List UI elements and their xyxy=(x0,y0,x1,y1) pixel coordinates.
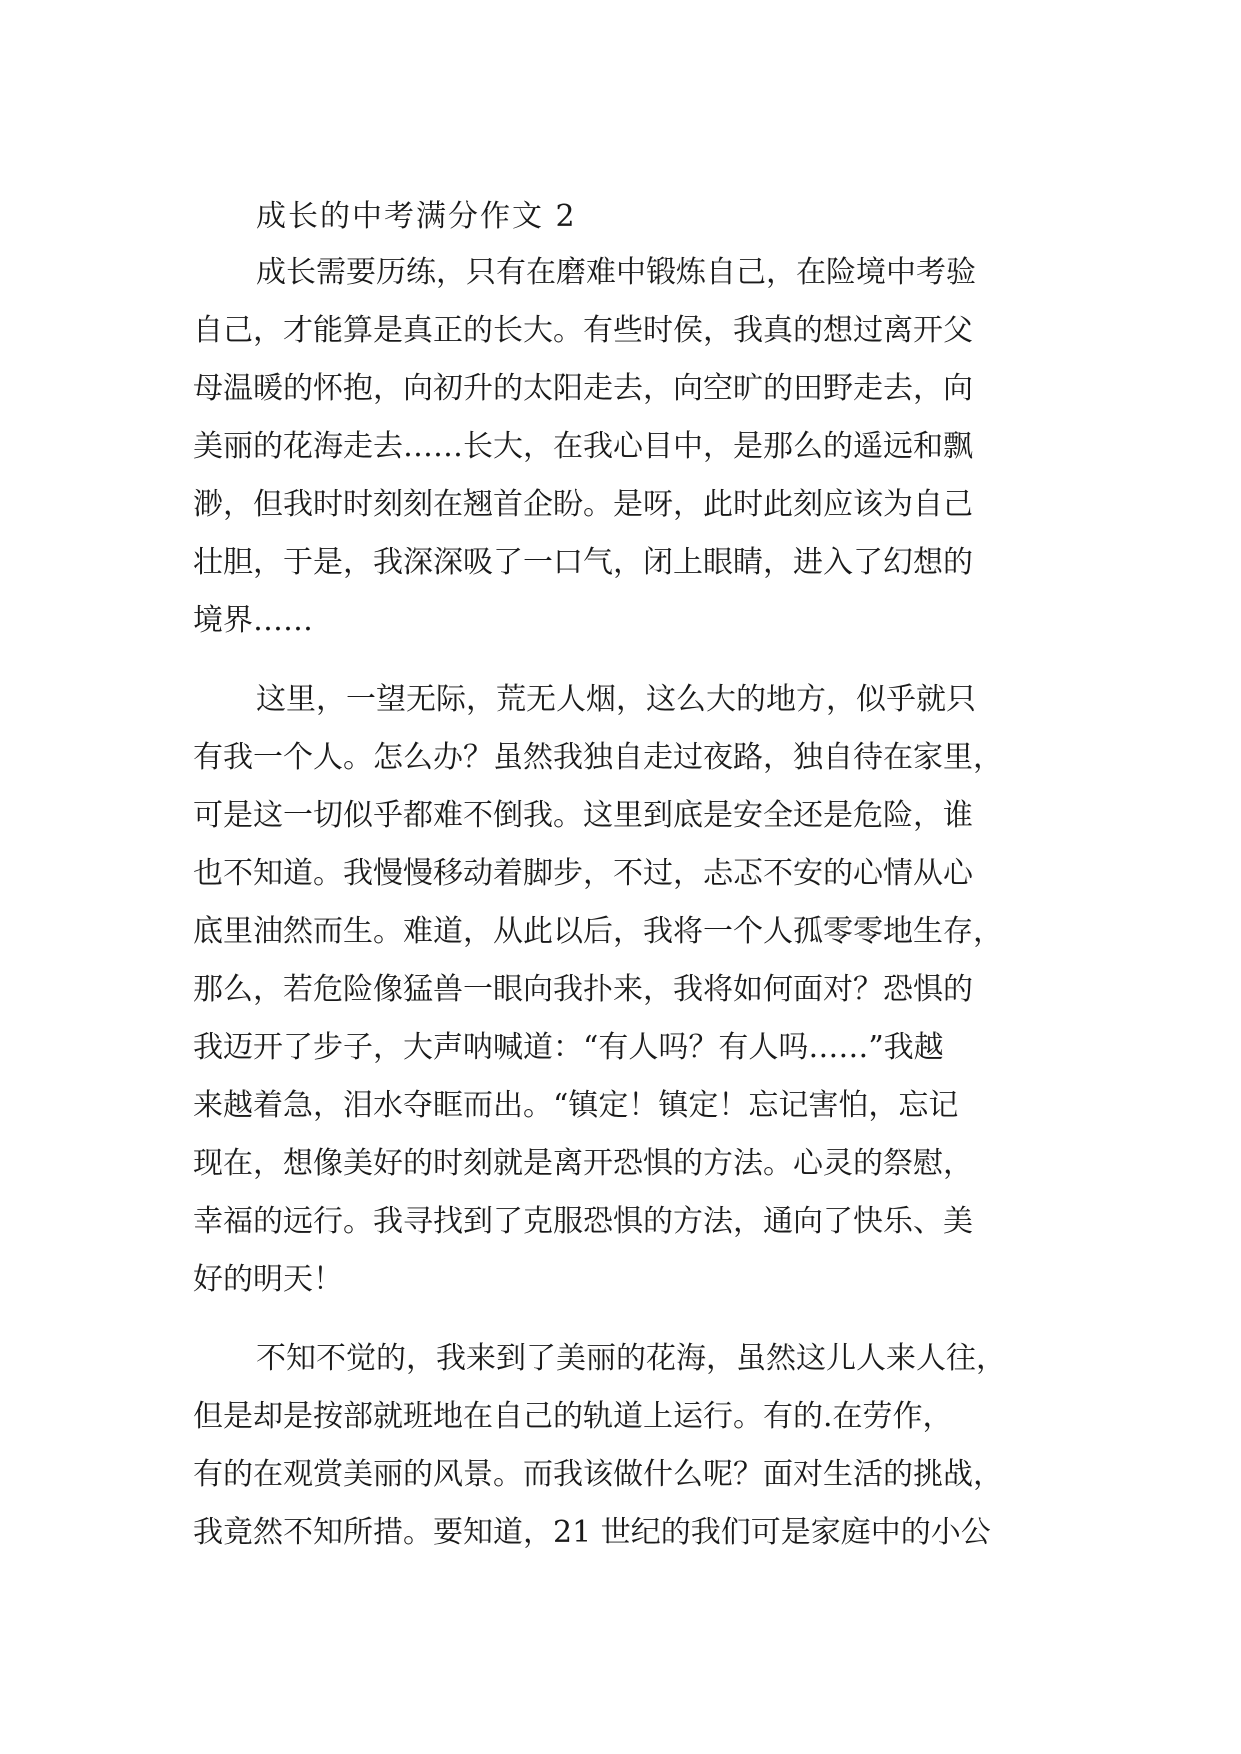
paragraph-2-line-1: 这里，一望无际，荒无人烟，这么大的地方，似乎就只 xyxy=(256,682,976,717)
paragraph-2-line-10: 幸福的远行。我寻找到了克服恐惧的方法，通向了快乐、美 xyxy=(193,1204,973,1239)
paragraph-2-line-9: 现在，想像美好的时刻就是离开恐惧的方法。心灵的祭慰， xyxy=(193,1146,973,1181)
page-title: 成长的中考满分作文 2 xyxy=(256,199,577,234)
paragraph-2-line-11: 好的明天！ xyxy=(193,1262,343,1297)
paragraph-1-line-3: 母温暖的怀抱，向初升的太阳走去，向空旷的田野走去，向 xyxy=(193,371,973,406)
paragraph-3-line-1: 不知不觉的，我来到了美丽的花海，虽然这儿人来人往， xyxy=(256,1341,1006,1376)
paragraph-1-line-6: 壮胆，于是，我深深吸了一口气，闭上眼睛，进入了幻想的 xyxy=(193,545,973,580)
paragraph-1-line-4: 美丽的花海走去……长大，在我心目中，是那么的遥远和飘 xyxy=(193,429,973,464)
paragraph-1-line-2: 自己，才能算是真正的长大。有些时侯，我真的想过离开父 xyxy=(193,313,973,348)
paragraph-3-line-2: 但是却是按部就班地在自己的轨道上运行。有的.在劳作， xyxy=(193,1399,953,1434)
paragraph-3-line-3: 有的在观赏美丽的风景。而我该做什么呢？面对生活的挑战， xyxy=(193,1457,1003,1492)
paragraph-3-line-4: 我竟然不知所措。要知道，21 世纪的我们可是家庭中的小公 xyxy=(193,1515,991,1550)
paragraph-2-line-4: 也不知道。我慢慢移动着脚步，不过，忐忑不安的心情从心 xyxy=(193,856,973,891)
paragraph-2-line-5: 底里油然而生。难道，从此以后，我将一个人孤零零地生存， xyxy=(193,914,1003,949)
paragraph-2-line-2: 有我一个人。怎么办？虽然我独自走过夜路，独自待在家里， xyxy=(193,740,1003,775)
paragraph-2-line-6: 那么，若危险像猛兽一眼向我扑来，我将如何面对？恐惧的 xyxy=(193,972,973,1007)
paragraph-1-line-1: 成长需要历练，只有在磨难中锻炼自己，在险境中考验 xyxy=(256,255,976,290)
paragraph-2-line-7: 我迈开了步子，大声呐喊道：“有人吗？有人吗……”我越 xyxy=(193,1030,944,1065)
paragraph-2-line-3: 可是这一切似乎都难不倒我。这里到底是安全还是危险，谁 xyxy=(193,798,973,833)
paragraph-1-line-7: 境界…… xyxy=(193,603,313,638)
paragraph-1-line-5: 渺，但我时时刻刻在翘首企盼。是呀，此时此刻应该为自己 xyxy=(193,487,973,522)
paragraph-2-line-8: 来越着急，泪水夺眶而出。“镇定！镇定！忘记害怕，忘记 xyxy=(193,1088,959,1123)
